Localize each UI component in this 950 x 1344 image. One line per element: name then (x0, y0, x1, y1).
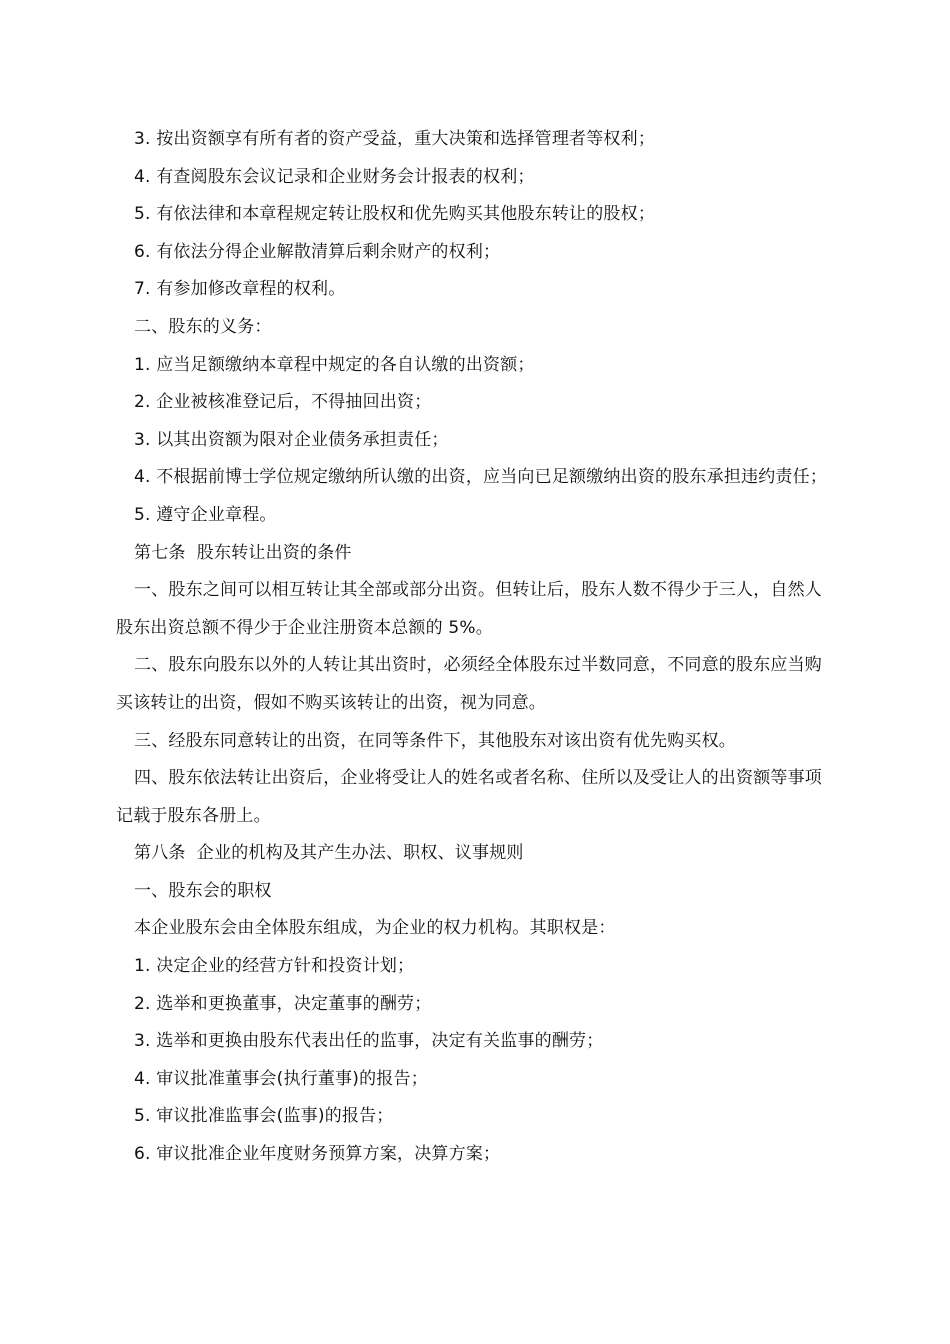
paragraph-article-7-1: 一、股东之间可以相互转让其全部或部分出资。但转让后，股东人数不得少于三人，自然人股东出资总额不得少于企业注册资本总额的 5%。 (116, 580, 822, 638)
paragraph-obligation-5: 5. 遵守企业章程。 (134, 504, 277, 525)
paragraph-shareholders-meeting-intro: 本企业股东会由全体股东组成，为企业的权力机构。其职权是： (134, 918, 616, 939)
section-heading-obligations: 二、股东的义务： (134, 316, 272, 337)
paragraph-article-7-4: 四、股东依法转让出资后，企业将受让人的姓名或者名称、住所以及受让人的出资额等事项记载于股东各册上。 (116, 768, 822, 826)
paragraph-right-3: 3. 按出资额享有所有者的资产受益，重大决策和选择管理者等权利； (134, 129, 656, 149)
paragraph-power-4: 4. 审议批准董事会(执行董事)的报告； (134, 1068, 428, 1089)
paragraph-right-7: 7. 有参加修改章程的权利。 (134, 279, 346, 300)
paragraph-power-3: 3. 选举和更换由股东代表出任的监事，决定有关监事的酬劳； (134, 1031, 604, 1052)
paragraph-right-4: 4. 有查阅股东会议记录和企业财务会计报表的权利； (134, 166, 535, 187)
paragraph-article-7-2: 二、股东向股东以外的人转让其出资时，必须经全体股东过半数同意，不同意的股东应当购买该转让的出资，假如不购买该转让的出资，视为同意。 (116, 655, 822, 713)
section-heading-shareholders-meeting: 一、股东会的职权 (134, 880, 272, 901)
article-8-heading: 第八条 企业的机构及其产生办法、职权、议事规则 (134, 843, 524, 864)
paragraph-power-5: 5. 审议批准监事会(监事)的报告； (134, 1106, 394, 1127)
paragraph-power-2: 2. 选举和更换董事，决定董事的酬劳； (134, 993, 432, 1014)
paragraph-obligation-3: 3. 以其出资额为限对企业债务承担责任； (134, 429, 449, 450)
document-body (116, 121, 834, 1174)
paragraph-article-7-3: 三、经股东同意转让的出资，在同等条件下，其他股东对该出资有优先购买权。 (134, 730, 736, 751)
paragraph-obligation-4: 4. 不根据前博士学位规定缴纳所认缴的出资，应当向已足额缴纳出资的股东承担违约责任； (134, 467, 828, 488)
paragraph-obligation-1: 1. 应当足额缴纳本章程中规定的各自认缴的出资额； (134, 354, 535, 375)
paragraph-power-1: 1. 决定企业的经营方针和投资计划； (134, 956, 415, 977)
paragraph-right-6: 6. 有依法分得企业解散清算后剩余财产的权利； (134, 241, 501, 262)
paragraph-obligation-2: 2. 企业被核准登记后，不得抽回出资； (134, 392, 432, 413)
paragraph-right-5: 5. 有依法律和本章程规定转让股权和优先购买其他股东转让的股权； (134, 204, 656, 225)
paragraph-power-6: 6. 审议批准企业年度财务预算方案，决算方案； (134, 1144, 501, 1165)
article-7-heading: 第七条 股东转让出资的条件 (134, 542, 352, 563)
